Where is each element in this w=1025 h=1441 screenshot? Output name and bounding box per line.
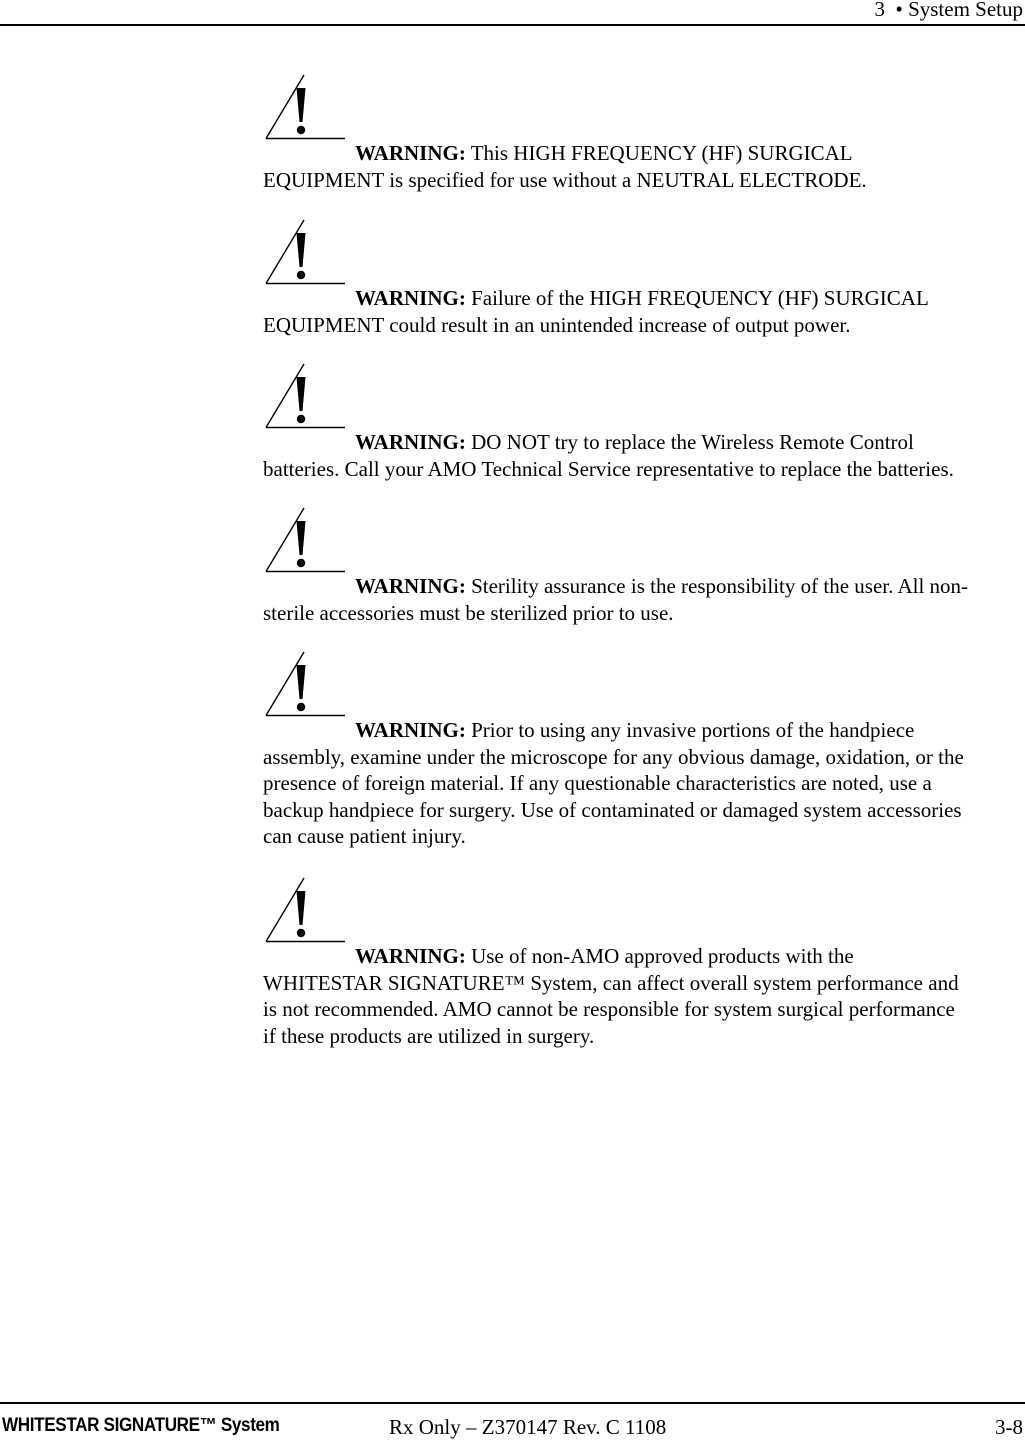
page-number: 3-8: [995, 1415, 1023, 1439]
product-name: WHITESTAR SIGNATURE™ System: [2, 1415, 280, 1436]
warning-text-line: assembly, examine under the microscope for any obvious damage, oxidation, or the: [263, 744, 964, 769]
warning-block: [263, 507, 1023, 626]
warning-block: [263, 74, 1023, 193]
warning-label: WARNING:: [355, 430, 466, 454]
warning-text-line: backup handpiece for surgery. Use of contaminated or damaged system accessories: [263, 797, 962, 822]
warning-text-line: can cause patient injury.: [263, 824, 466, 848]
warning-triangle-icon: [263, 363, 345, 435]
warning-text-line: is not recommended. AMO cannot be responsible for system surgical performance: [263, 997, 955, 1021]
page-footer: [0, 1402, 1025, 1441]
warning-block: [263, 363, 1023, 482]
warning-text-line: presence of foreign material. If any questionable characteristics are noted, use a: [263, 771, 932, 795]
warning-label: WARNING:: [355, 944, 466, 968]
warning-triangle-icon: [263, 507, 345, 579]
warning-text-line: sterile accessories must be sterilized prior to use.: [263, 600, 674, 625]
warning-triangle-icon: [263, 219, 345, 291]
warning-label: WARNING:: [355, 141, 466, 165]
warning-text-line: EQUIPMENT is specified for use without a NEUTRAL ELECTRODE.: [263, 167, 867, 192]
warning-text-line: if these products are utilized in surgery.: [263, 1023, 595, 1048]
page-header: [0, 0, 1025, 26]
warning-block: [263, 651, 1023, 850]
warning-text-line: Prior to using any invasive portions of the handpiece: [471, 718, 915, 742]
section-title: 3 • System Setup: [874, 0, 1023, 21]
warning-text-line: Failure of the HIGH FREQUENCY (HF) SURGICAL: [471, 286, 929, 310]
warning-label: WARNING:: [355, 574, 466, 598]
warning-text-line: Use of non-AMO approved products with the: [471, 944, 854, 968]
warning-triangle-icon: [263, 651, 345, 723]
document-reference: Rx Only – Z370147 Rev. C 1108: [389, 1415, 667, 1439]
warning-triangle-icon: [263, 877, 345, 949]
warning-block: [263, 877, 1023, 1049]
warning-triangle-icon: [263, 74, 345, 146]
warning-block: [263, 219, 1023, 338]
warning-label: WARNING:: [355, 718, 466, 742]
warning-text-line: DO NOT try to replace the Wireless Remote Control: [471, 430, 914, 454]
warning-text-line: This HIGH FREQUENCY (HF) SURGICAL: [470, 141, 853, 165]
warning-label: WARNING:: [355, 286, 466, 310]
warning-text-line: Sterility assurance is the responsibility of the user. All non-: [471, 574, 969, 598]
warning-text-line: EQUIPMENT could result in an unintended increase of output power.: [263, 312, 851, 337]
warning-text-line: batteries. Call your AMO Technical Service representative to replace the batteries.: [263, 456, 954, 481]
warning-text-line: WHITESTAR SIGNATURE™ System, can affect overall system performance and: [263, 970, 959, 995]
